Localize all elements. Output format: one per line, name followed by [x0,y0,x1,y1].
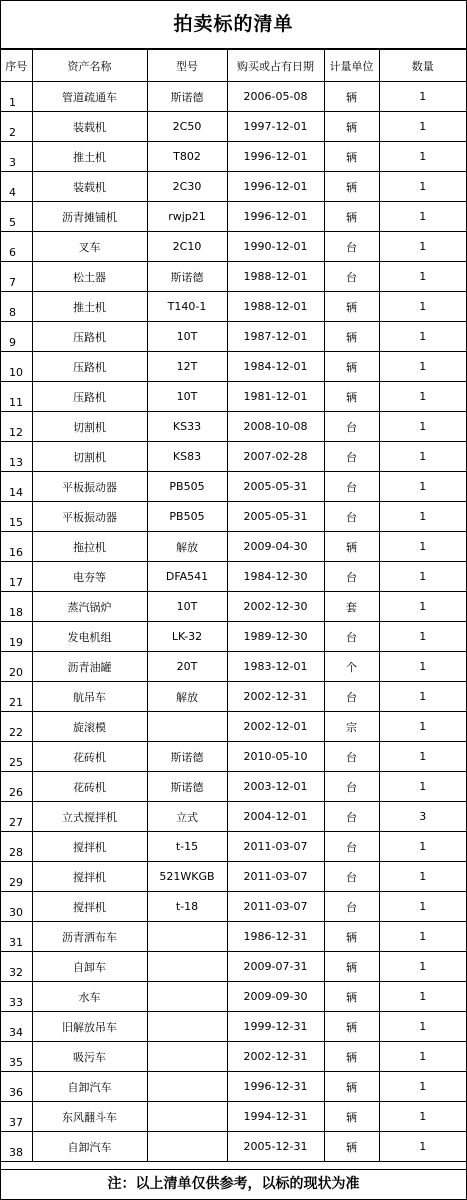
cell-unit: 台 [324,472,379,502]
cell-asset-name: 搅拌机 [32,892,147,922]
table-row [1,982,466,1012]
cell-asset-name: 推土机 [32,292,147,322]
table-row [1,322,466,352]
cell-model [147,922,227,952]
cell-seq: 15 [1,502,32,532]
table-row [1,652,466,682]
cell-unit: 辆 [324,352,379,382]
cell-date: 1996-12-01 [227,172,324,202]
cell-date: 1987-12-01 [227,322,324,352]
header-asset-name: 资产名称 [32,50,147,82]
cell-unit: 辆 [324,172,379,202]
cell-date: 2002-12-31 [227,682,324,712]
table-row [1,112,466,142]
cell-unit: 台 [324,772,379,802]
cell-asset-name: 自卸车 [32,952,147,982]
cell-seq: 17 [1,562,32,592]
cell-model: 10T [147,592,227,622]
cell-unit: 辆 [324,952,379,982]
cell-seq: 19 [1,622,32,652]
table-row [1,442,466,472]
cell-quantity: 3 [379,802,466,832]
table-row [1,742,466,772]
header-unit: 计量单位 [324,50,379,82]
cell-asset-name: 管道疏通车 [32,82,147,112]
cell-model: 2C30 [147,172,227,202]
cell-date: 1981-12-01 [227,382,324,412]
cell-unit: 个 [324,652,379,682]
cell-asset-name: 装载机 [32,112,147,142]
cell-model: 解放 [147,682,227,712]
footer-note: 注：以上清单仅供参考，以标的现状为准 [1,1169,466,1199]
cell-date: 1994-12-31 [227,1102,324,1132]
cell-unit: 辆 [324,1072,379,1102]
cell-unit: 台 [324,442,379,472]
cell-asset-name: 航吊车 [32,682,147,712]
cell-quantity: 1 [379,1072,466,1102]
cell-asset-name: 蒸汽锅炉 [32,592,147,622]
table-body [1,82,466,1162]
cell-model [147,1132,227,1162]
cell-unit: 辆 [324,382,379,412]
cell-model [147,1012,227,1042]
asset-table [1,49,466,1162]
cell-unit: 台 [324,892,379,922]
table-row [1,532,466,562]
cell-asset-name: 旧解放吊车 [32,1012,147,1042]
cell-date: 2008-10-08 [227,412,324,442]
cell-unit: 台 [324,622,379,652]
table-row [1,142,466,172]
header-date: 购买或占有日期 [227,50,324,82]
cell-quantity: 1 [379,742,466,772]
cell-unit: 辆 [324,112,379,142]
cell-seq: 4 [1,172,32,202]
cell-model: KS83 [147,442,227,472]
table-row [1,1132,466,1162]
cell-quantity: 1 [379,892,466,922]
cell-date: 1996-12-01 [227,202,324,232]
table-row [1,82,466,112]
cell-model: T140-1 [147,292,227,322]
cell-date: 1984-12-30 [227,562,324,592]
cell-unit: 台 [324,742,379,772]
table-row [1,1102,466,1132]
cell-model: LK-32 [147,622,227,652]
cell-quantity: 1 [379,502,466,532]
cell-seq: 14 [1,472,32,502]
cell-asset-name: 松土器 [32,262,147,292]
cell-date: 2011-03-07 [227,892,324,922]
table-row [1,712,466,742]
table-row [1,472,466,502]
cell-date: 1988-12-01 [227,292,324,322]
cell-model [147,952,227,982]
cell-seq: 13 [1,442,32,472]
cell-date: 1983-12-01 [227,652,324,682]
cell-unit: 辆 [324,1012,379,1042]
table-row [1,232,466,262]
cell-model: 521WKGB [147,862,227,892]
table-row [1,382,466,412]
cell-date: 2007-02-28 [227,442,324,472]
sheet-title: 拍卖标的清单 [1,1,466,49]
cell-date: 1996-12-01 [227,142,324,172]
header-seq: 序号 [1,50,32,82]
cell-unit: 台 [324,832,379,862]
cell-date: 2002-12-31 [227,1042,324,1072]
table-row [1,772,466,802]
cell-model: 斯诺德 [147,262,227,292]
cell-seq: 7 [1,262,32,292]
cell-quantity: 1 [379,472,466,502]
table-row [1,292,466,322]
table-row [1,412,466,442]
cell-quantity: 1 [379,712,466,742]
cell-quantity: 1 [379,532,466,562]
cell-unit: 辆 [324,1042,379,1072]
cell-date: 1984-12-01 [227,352,324,382]
cell-date: 2006-05-08 [227,82,324,112]
cell-asset-name: 压路机 [32,382,147,412]
cell-date: 2009-07-31 [227,952,324,982]
cell-seq: 8 [1,292,32,322]
cell-model: T802 [147,142,227,172]
cell-date: 2009-04-30 [227,532,324,562]
table-row [1,202,466,232]
cell-unit: 辆 [324,322,379,352]
cell-seq: 6 [1,232,32,262]
cell-seq: 25 [1,742,32,772]
cell-seq: 28 [1,832,32,862]
cell-seq: 18 [1,592,32,622]
cell-unit: 辆 [324,1132,379,1162]
cell-seq: 32 [1,952,32,982]
table-row [1,952,466,982]
cell-asset-name: 旋滚模 [32,712,147,742]
table-row [1,862,466,892]
cell-quantity: 1 [379,772,466,802]
cell-seq: 31 [1,922,32,952]
cell-seq: 34 [1,1012,32,1042]
cell-model: 10T [147,382,227,412]
cell-unit: 台 [324,502,379,532]
cell-asset-name: 自卸汽车 [32,1132,147,1162]
cell-asset-name: 搅拌机 [32,832,147,862]
cell-quantity: 1 [379,562,466,592]
cell-quantity: 1 [379,982,466,1012]
cell-quantity: 1 [379,1132,466,1162]
cell-seq: 2 [1,112,32,142]
cell-quantity: 1 [379,232,466,262]
cell-date: 1999-12-31 [227,1012,324,1042]
cell-unit: 台 [324,262,379,292]
cell-asset-name: 搅拌机 [32,862,147,892]
cell-seq: 21 [1,682,32,712]
cell-date: 2010-05-10 [227,742,324,772]
cell-seq: 27 [1,802,32,832]
cell-model: 斯诺德 [147,82,227,112]
cell-asset-name: 装载机 [32,172,147,202]
cell-unit: 台 [324,682,379,712]
cell-quantity: 1 [379,112,466,142]
cell-asset-name: 平板振动器 [32,502,147,532]
cell-model: 2C10 [147,232,227,262]
cell-unit: 辆 [324,292,379,322]
cell-model [147,1042,227,1072]
cell-quantity: 1 [379,172,466,202]
cell-quantity: 1 [379,952,466,982]
cell-model: 斯诺德 [147,772,227,802]
table-row [1,622,466,652]
cell-seq: 22 [1,712,32,742]
table-row [1,682,466,712]
table-row [1,592,466,622]
cell-asset-name: 自卸汽车 [32,1072,147,1102]
cell-seq: 9 [1,322,32,352]
cell-seq: 5 [1,202,32,232]
cell-quantity: 1 [379,82,466,112]
cell-quantity: 1 [379,262,466,292]
cell-quantity: 1 [379,922,466,952]
cell-model: t-18 [147,892,227,922]
cell-unit: 台 [324,232,379,262]
table-row [1,802,466,832]
cell-unit: 宗 [324,712,379,742]
cell-model: t-15 [147,832,227,862]
cell-seq: 10 [1,352,32,382]
cell-asset-name: 水车 [32,982,147,1012]
cell-date: 2011-03-07 [227,862,324,892]
cell-seq: 35 [1,1042,32,1072]
cell-asset-name: 切割机 [32,412,147,442]
cell-date: 2005-05-31 [227,472,324,502]
cell-unit: 辆 [324,532,379,562]
cell-asset-name: 压路机 [32,352,147,382]
cell-quantity: 1 [379,862,466,892]
cell-seq: 3 [1,142,32,172]
cell-asset-name: 沥青洒布车 [32,922,147,952]
cell-unit: 辆 [324,982,379,1012]
table-row [1,262,466,292]
header-quantity: 数量 [379,50,466,82]
cell-seq: 36 [1,1072,32,1102]
cell-asset-name: 电夯等 [32,562,147,592]
cell-quantity: 1 [379,322,466,352]
cell-seq: 33 [1,982,32,1012]
cell-date: 1990-12-01 [227,232,324,262]
cell-seq: 20 [1,652,32,682]
cell-unit: 辆 [324,142,379,172]
cell-quantity: 1 [379,1102,466,1132]
cell-quantity: 1 [379,1012,466,1042]
cell-model: 20T [147,652,227,682]
table-row [1,832,466,862]
table-row [1,562,466,592]
cell-quantity: 1 [379,622,466,652]
table-row [1,1072,466,1102]
table-row [1,172,466,202]
cell-quantity: 1 [379,442,466,472]
cell-asset-name: 压路机 [32,322,147,352]
cell-model: DFA541 [147,562,227,592]
cell-model [147,712,227,742]
table-row [1,352,466,382]
cell-date: 1989-12-30 [227,622,324,652]
cell-asset-name: 吸污车 [32,1042,147,1072]
cell-date: 2003-12-01 [227,772,324,802]
cell-quantity: 1 [379,1042,466,1072]
cell-date: 2011-03-07 [227,832,324,862]
cell-asset-name: 发电机组 [32,622,147,652]
cell-seq: 1 [1,82,32,112]
cell-quantity: 1 [379,592,466,622]
cell-asset-name: 沥青摊铺机 [32,202,147,232]
cell-unit: 台 [324,412,379,442]
cell-date: 1996-12-31 [227,1072,324,1102]
cell-quantity: 1 [379,652,466,682]
cell-asset-name: 立式搅拌机 [32,802,147,832]
cell-asset-name: 推土机 [32,142,147,172]
cell-model: 10T [147,322,227,352]
cell-seq: 38 [1,1132,32,1162]
cell-date: 2005-12-31 [227,1132,324,1162]
cell-model: KS33 [147,412,227,442]
cell-quantity: 1 [379,832,466,862]
cell-asset-name: 叉车 [32,232,147,262]
cell-unit: 辆 [324,82,379,112]
cell-unit: 套 [324,592,379,622]
cell-asset-name: 沥青油罐 [32,652,147,682]
cell-asset-name: 花砖机 [32,742,147,772]
cell-unit: 辆 [324,202,379,232]
cell-unit: 台 [324,862,379,892]
table-row [1,1012,466,1042]
cell-quantity: 1 [379,412,466,442]
cell-model: 斯诺德 [147,742,227,772]
cell-model [147,1102,227,1132]
table-row [1,892,466,922]
cell-date: 1986-12-31 [227,922,324,952]
cell-quantity: 1 [379,682,466,712]
cell-seq: 29 [1,862,32,892]
cell-asset-name: 切割机 [32,442,147,472]
table-row [1,1042,466,1072]
cell-date: 1997-12-01 [227,112,324,142]
cell-quantity: 1 [379,202,466,232]
cell-seq: 37 [1,1102,32,1132]
cell-quantity: 1 [379,142,466,172]
cell-model: PB505 [147,502,227,532]
cell-date: 2009-09-30 [227,982,324,1012]
header-model: 型号 [147,50,227,82]
cell-asset-name: 花砖机 [32,772,147,802]
cell-model [147,1072,227,1102]
cell-date: 2004-12-01 [227,802,324,832]
cell-model: PB505 [147,472,227,502]
cell-unit: 台 [324,562,379,592]
cell-date: 1988-12-01 [227,262,324,292]
header-row [1,50,466,82]
cell-quantity: 1 [379,292,466,322]
cell-model: 12T [147,352,227,382]
cell-model: rwjp21 [147,202,227,232]
cell-quantity: 1 [379,382,466,412]
cell-model: 2C50 [147,112,227,142]
cell-date: 2002-12-01 [227,712,324,742]
cell-unit: 辆 [324,1102,379,1132]
cell-date: 2002-12-30 [227,592,324,622]
cell-seq: 16 [1,532,32,562]
cell-model [147,982,227,1012]
cell-seq: 30 [1,892,32,922]
cell-seq: 26 [1,772,32,802]
cell-seq: 11 [1,382,32,412]
cell-asset-name: 拖拉机 [32,532,147,562]
cell-unit: 台 [324,802,379,832]
table-row [1,502,466,532]
cell-model: 立式 [147,802,227,832]
cell-asset-name: 平板振动器 [32,472,147,502]
cell-seq: 12 [1,412,32,442]
cell-unit: 辆 [324,922,379,952]
cell-asset-name: 东风翻斗车 [32,1102,147,1132]
table-row [1,922,466,952]
cell-date: 2005-05-31 [227,502,324,532]
cell-quantity: 1 [379,352,466,382]
cell-model: 解放 [147,532,227,562]
